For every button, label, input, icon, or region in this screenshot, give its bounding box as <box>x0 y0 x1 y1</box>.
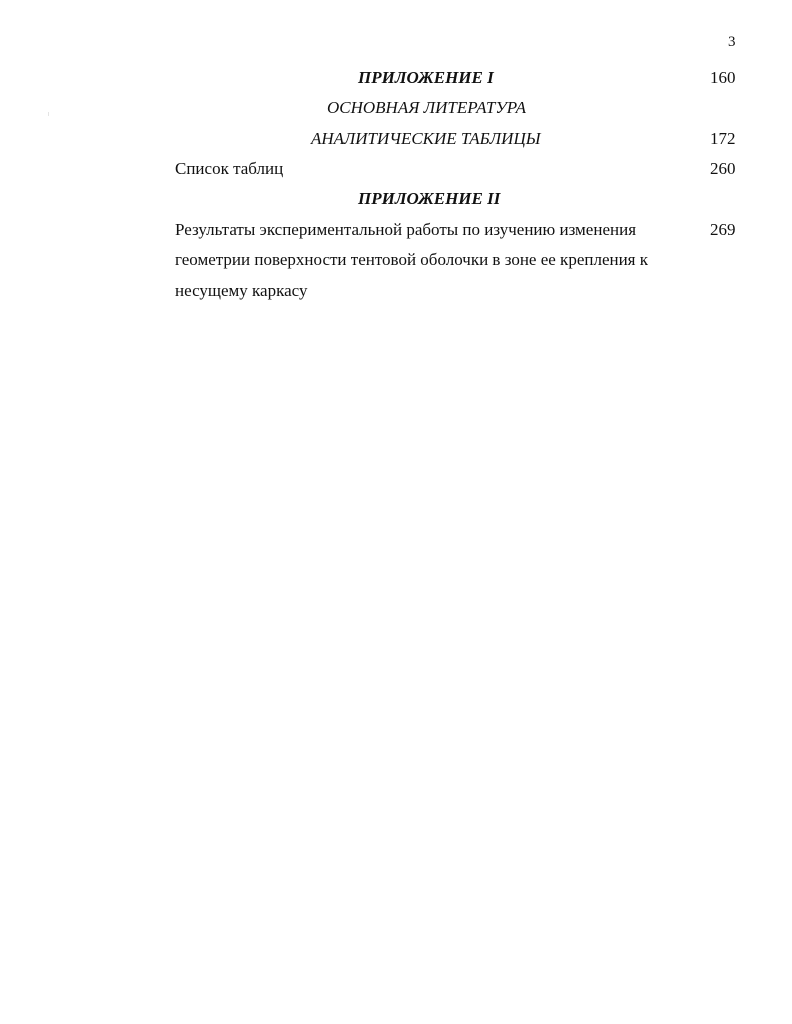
main-literature-heading: ОСНОВНАЯ ЛИТЕРАТУРА <box>327 98 527 117</box>
analytic-tables-page: 172 <box>710 129 736 148</box>
scan-speck <box>48 112 49 116</box>
results-entry-page: 269 <box>710 220 736 239</box>
results-entry-line-1: Результаты экспериментальной работы по изучению изменения <box>175 220 637 239</box>
list-of-tables-page: 260 <box>710 159 736 178</box>
results-entry-line-2: геометрии поверхности тентовой оболочки в зоне ее крепления к <box>175 250 649 269</box>
analytic-tables-heading: АНАЛИТИЧЕСКИЕ ТАБЛИЦЫ <box>311 129 541 148</box>
page-number: 3 <box>728 34 736 50</box>
appendix-2-heading: ПРИЛОЖЕНИЕ II <box>358 189 501 208</box>
appendix-1-heading: ПРИЛОЖЕНИЕ I <box>358 68 494 87</box>
appendix-1-page: 160 <box>710 68 736 87</box>
list-of-tables-entry: Список таблиц <box>175 159 284 178</box>
results-entry-line-3: несущему каркасу <box>175 281 308 300</box>
